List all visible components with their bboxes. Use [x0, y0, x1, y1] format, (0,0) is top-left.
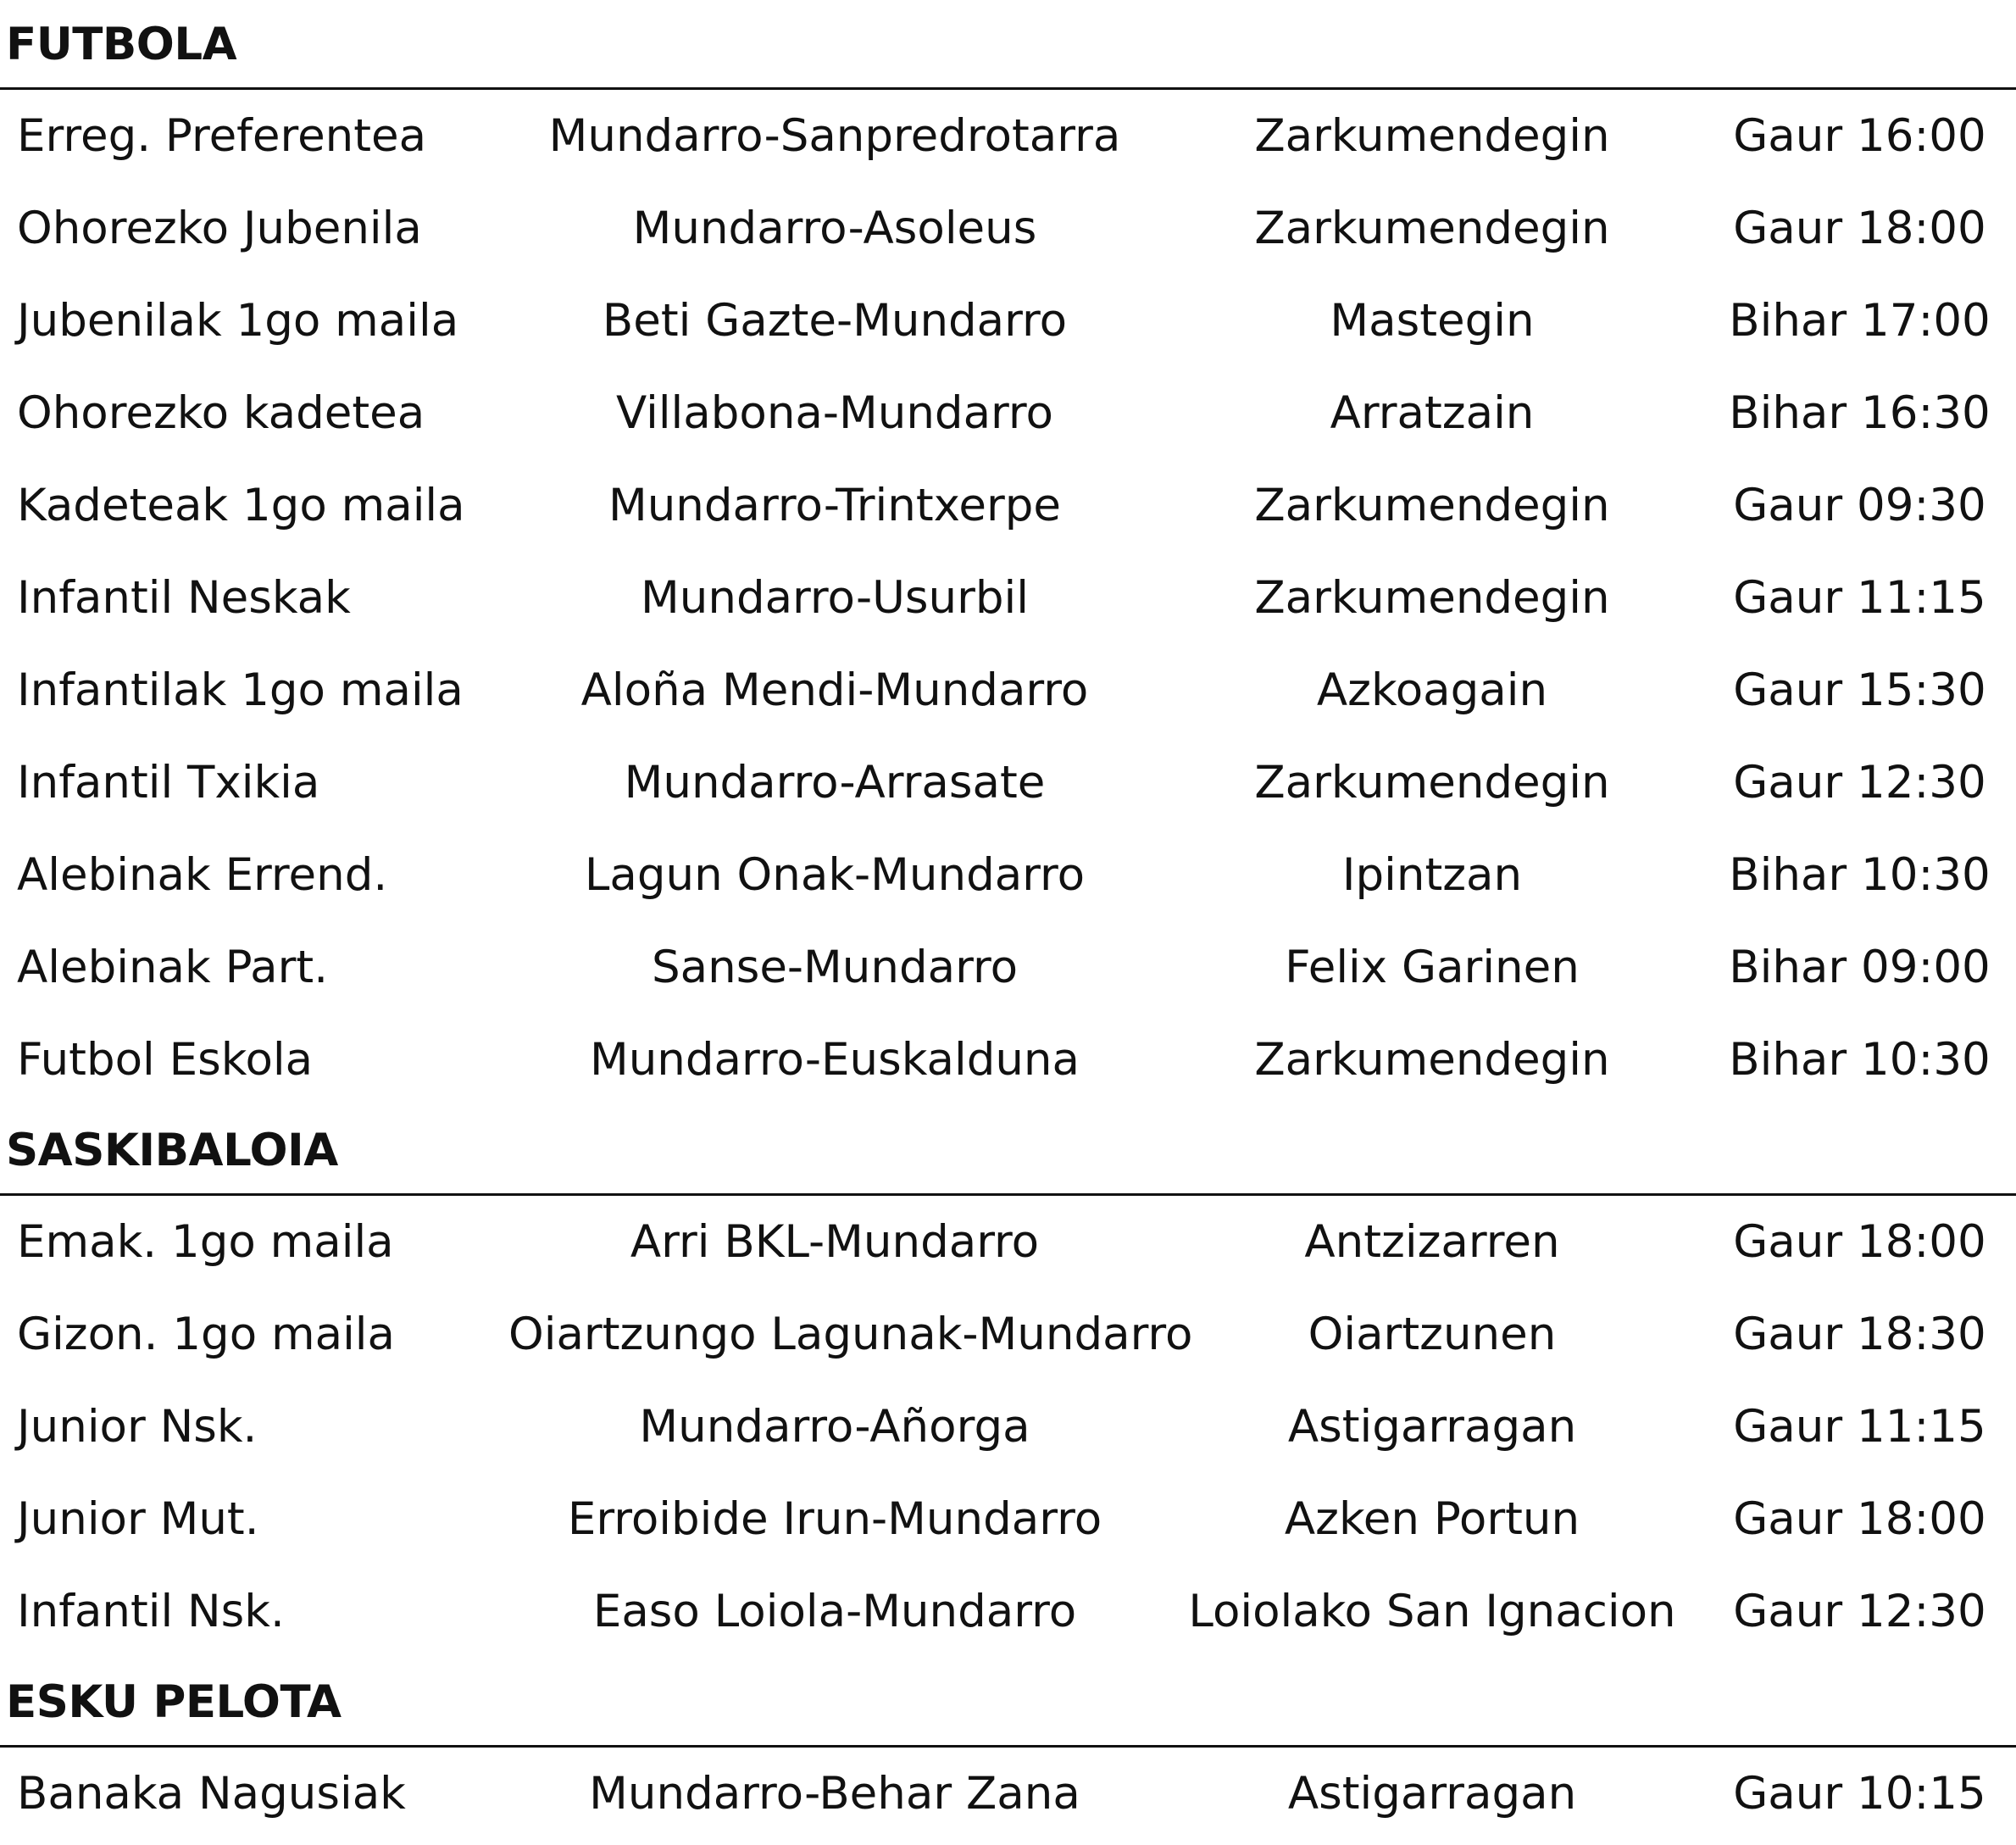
- schedule-row: [0, 1014, 2016, 1106]
- match-cell: Lagun Onak-Mundarro: [584, 849, 1086, 901]
- category-cell: Jubenilak 1go maila: [17, 295, 459, 347]
- match-cell: Aloña Mendi-Mundarro: [580, 664, 1089, 716]
- venue-cell: Mastegin: [1330, 295, 1535, 347]
- schedule-row: [0, 1288, 2016, 1381]
- category-cell: Junior Mut.: [17, 1493, 259, 1545]
- venue-cell: Zarkumendegin: [1254, 203, 1610, 254]
- match-cell: Mundarro-Euskalduna: [589, 1034, 1080, 1086]
- time-cell: Gaur 09:30: [1733, 480, 1986, 531]
- category-cell: Gizon. 1go maila: [17, 1309, 395, 1360]
- schedule-row: [0, 182, 2016, 275]
- section-title: SASKIBALOIA: [0, 1106, 2016, 1196]
- venue-cell: Oiartzunen: [1308, 1309, 1557, 1360]
- time-cell: Gaur 18:30: [1733, 1309, 1986, 1360]
- time-cell: Gaur 15:30: [1733, 664, 1986, 716]
- schedule-row: [0, 644, 2016, 736]
- category-cell: Alebinak Errend.: [17, 849, 388, 901]
- match-cell: Mundarro-Asoleus: [632, 203, 1037, 254]
- match-cell: Oiartzungo Lagunak-Mundarro: [508, 1309, 1193, 1360]
- category-cell: Futbol Eskola: [17, 1034, 314, 1086]
- time-cell: Gaur 18:00: [1733, 203, 1986, 254]
- schedule-section: [0, 1658, 2016, 1840]
- match-cell: Erroibide Irun-Mundarro: [567, 1493, 1102, 1545]
- venue-cell: Felix Garinen: [1285, 942, 1580, 993]
- match-cell: Beti Gazte-Mundarro: [602, 295, 1068, 347]
- venue-cell: Zarkumendegin: [1254, 480, 1610, 531]
- section-title: FUTBOLA: [0, 0, 2016, 90]
- schedule-row: [0, 1748, 2016, 1840]
- match-cell: Sanse-Mundarro: [652, 942, 1018, 993]
- schedule-row: [0, 829, 2016, 921]
- schedule-row: [0, 459, 2016, 552]
- schedule-row: [0, 552, 2016, 644]
- venue-cell: Zarkumendegin: [1254, 110, 1610, 162]
- match-cell: Mundarro-Añorga: [639, 1401, 1030, 1453]
- category-cell: Ohorezko kadetea: [17, 387, 425, 439]
- category-cell: Erreg. Preferentea: [17, 110, 427, 162]
- venue-cell: Arratzain: [1330, 387, 1535, 439]
- schedule-row: [0, 1196, 2016, 1288]
- match-cell: Mundarro-Behar Zana: [589, 1768, 1080, 1820]
- time-cell: Gaur 18:00: [1733, 1216, 1986, 1268]
- time-cell: Bihar 16:30: [1729, 387, 1991, 439]
- match-cell: Mundarro-Trintxerpe: [608, 480, 1062, 531]
- category-cell: Ohorezko Jubenila: [17, 203, 422, 254]
- venue-cell: Astigarragan: [1287, 1401, 1577, 1453]
- schedule-row: [0, 275, 2016, 367]
- category-cell: Infantilak 1go maila: [17, 664, 464, 716]
- match-cell: Villabona-Mundarro: [616, 387, 1053, 439]
- category-cell: Alebinak Part.: [17, 942, 329, 993]
- schedule-row: [0, 90, 2016, 182]
- time-cell: Gaur 16:00: [1733, 110, 1986, 162]
- venue-cell: Zarkumendegin: [1254, 572, 1610, 624]
- section-title: ESKU PELOTA: [0, 1658, 2016, 1748]
- venue-cell: Azkoagain: [1316, 664, 1548, 716]
- venue-cell: Ipintzan: [1341, 849, 1523, 901]
- schedule-row: [0, 1381, 2016, 1473]
- category-cell: Infantil Neskak: [17, 572, 351, 624]
- time-cell: Bihar 17:00: [1729, 295, 1991, 347]
- category-cell: Kadeteak 1go maila: [17, 480, 465, 531]
- category-cell: Infantil Nsk.: [17, 1586, 285, 1637]
- match-cell: Mundarro-Arrasate: [624, 757, 1046, 809]
- category-cell: Junior Nsk.: [17, 1401, 258, 1453]
- venue-cell: Loiolako San Ignacion: [1188, 1586, 1676, 1637]
- time-cell: Gaur 12:30: [1733, 757, 1986, 809]
- match-cell: Arri BKL-Mundarro: [630, 1216, 1040, 1268]
- category-cell: Banaka Nagusiak: [17, 1768, 406, 1820]
- time-cell: Bihar 10:30: [1729, 1034, 1991, 1086]
- venue-cell: Zarkumendegin: [1254, 1034, 1610, 1086]
- category-cell: Emak. 1go maila: [17, 1216, 394, 1268]
- time-cell: Bihar 09:00: [1729, 942, 1991, 993]
- venue-cell: Antzizarren: [1304, 1216, 1560, 1268]
- time-cell: Gaur 18:00: [1733, 1493, 1986, 1545]
- time-cell: Gaur 12:30: [1733, 1586, 1986, 1637]
- schedule-section: [0, 1106, 2016, 1658]
- match-cell: Easo Loiola-Mundarro: [592, 1586, 1077, 1637]
- match-cell: Mundarro-Usurbil: [641, 572, 1029, 624]
- schedule-row: [0, 1565, 2016, 1658]
- category-cell: Infantil Txikia: [17, 757, 320, 809]
- venue-cell: Astigarragan: [1287, 1768, 1577, 1820]
- venue-cell: Zarkumendegin: [1254, 757, 1610, 809]
- time-cell: Gaur 10:15: [1733, 1768, 1986, 1820]
- time-cell: Gaur 11:15: [1733, 572, 1986, 624]
- schedule-row: [0, 921, 2016, 1014]
- venue-cell: Azken Portun: [1284, 1493, 1580, 1545]
- time-cell: Gaur 11:15: [1733, 1401, 1986, 1453]
- schedule-row: [0, 736, 2016, 829]
- schedule-row: [0, 1473, 2016, 1565]
- schedule-row: [0, 367, 2016, 459]
- match-cell: Mundarro-Sanpredrotarra: [548, 110, 1121, 162]
- time-cell: Bihar 10:30: [1729, 849, 1991, 901]
